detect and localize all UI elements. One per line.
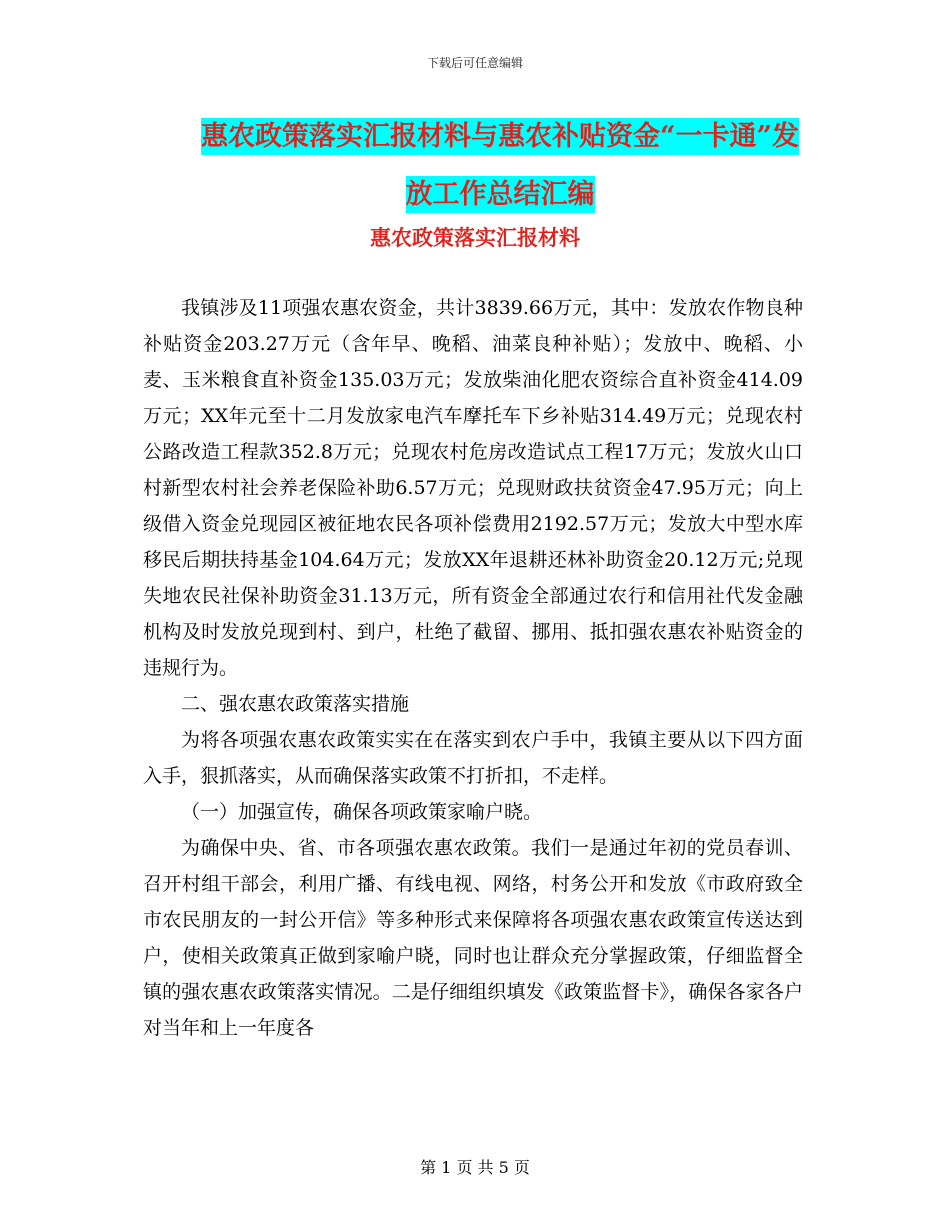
paragraph-publicity: 为确保中央、省、市各项强农惠农政策。我们一是通过年初的党员春训、召开村组干部会，利用广播、有线电视、网络，村务公开和发放《市政府致全市农民朋友的一封公开信》等多种形式来保障将各项强农惠农政策宣传送达到户，使相关政策真正做到家喻户晓，同时也让群众充分掌握政策，仔细监督全镇的强农惠农政策落实情况。二是仔细组织填发《政策监督卡》，确保各家各户对当年和上一年度各	[143, 837, 803, 1039]
paragraph-measures-intro: 为将各项强农惠农政策实实在在落实到农户手中，我镇主要从以下四方面入手，狠抓落实，从而确保落实政策不打折扣，不走样。	[143, 729, 803, 787]
body-text	[143, 290, 803, 1046]
document-title-line-2: 放工作总结汇编	[406, 176, 595, 213]
page-header: 下载后可任意编辑	[426, 56, 523, 70]
heading-measures: 二、强农惠农政策落实措施	[181, 693, 410, 715]
section-title: 惠农政策落实汇报材料	[370, 225, 580, 250]
document-title-line-1: 惠农政策落实汇报材料与惠农补贴资金“一卡通”发	[201, 118, 799, 155]
page-footer: 第 1 页 共 5 页	[420, 1158, 530, 1177]
document-title	[150, 108, 850, 224]
paragraph-funds-summary: 我镇涉及11项强农惠农资金，共计3839.66万元，其中：发放农作物良种补贴资金203.27万元（含年早、晚稻、油菜良种补贴）；发放中、晚稻、小麦、玉米粮食直补资金135.03万元；发放柴油化肥农资综合直补资金414.09万元；XX年元至十二月发放家电汽车摩托车下乡补贴314.49万元；兑现农村公路改造工程款352.8万元；兑现农村危房改造试点工程17万元；发放火山口村新型农村社会养老保险补助6.57万元；兑现财政扶贫资金47.95万元；向上级借入资金兑现园区被征地农民各项补偿费用2192.57万元；发放大中型水库移民后期扶持基金104.64万元；发放XX年退耕还林补助资金20.12万元;兑现失地农民社保补助资金31.13万元，所有资金全部通过农行和信用社代发金融机构及时发放兑现到村、到户，杜绝了截留、挪用、抵扣强农惠农补贴资金的违规行为。	[143, 297, 803, 679]
subheading-publicity: （一）加强宣传，确保各项政策家喻户晓。	[181, 801, 543, 823]
